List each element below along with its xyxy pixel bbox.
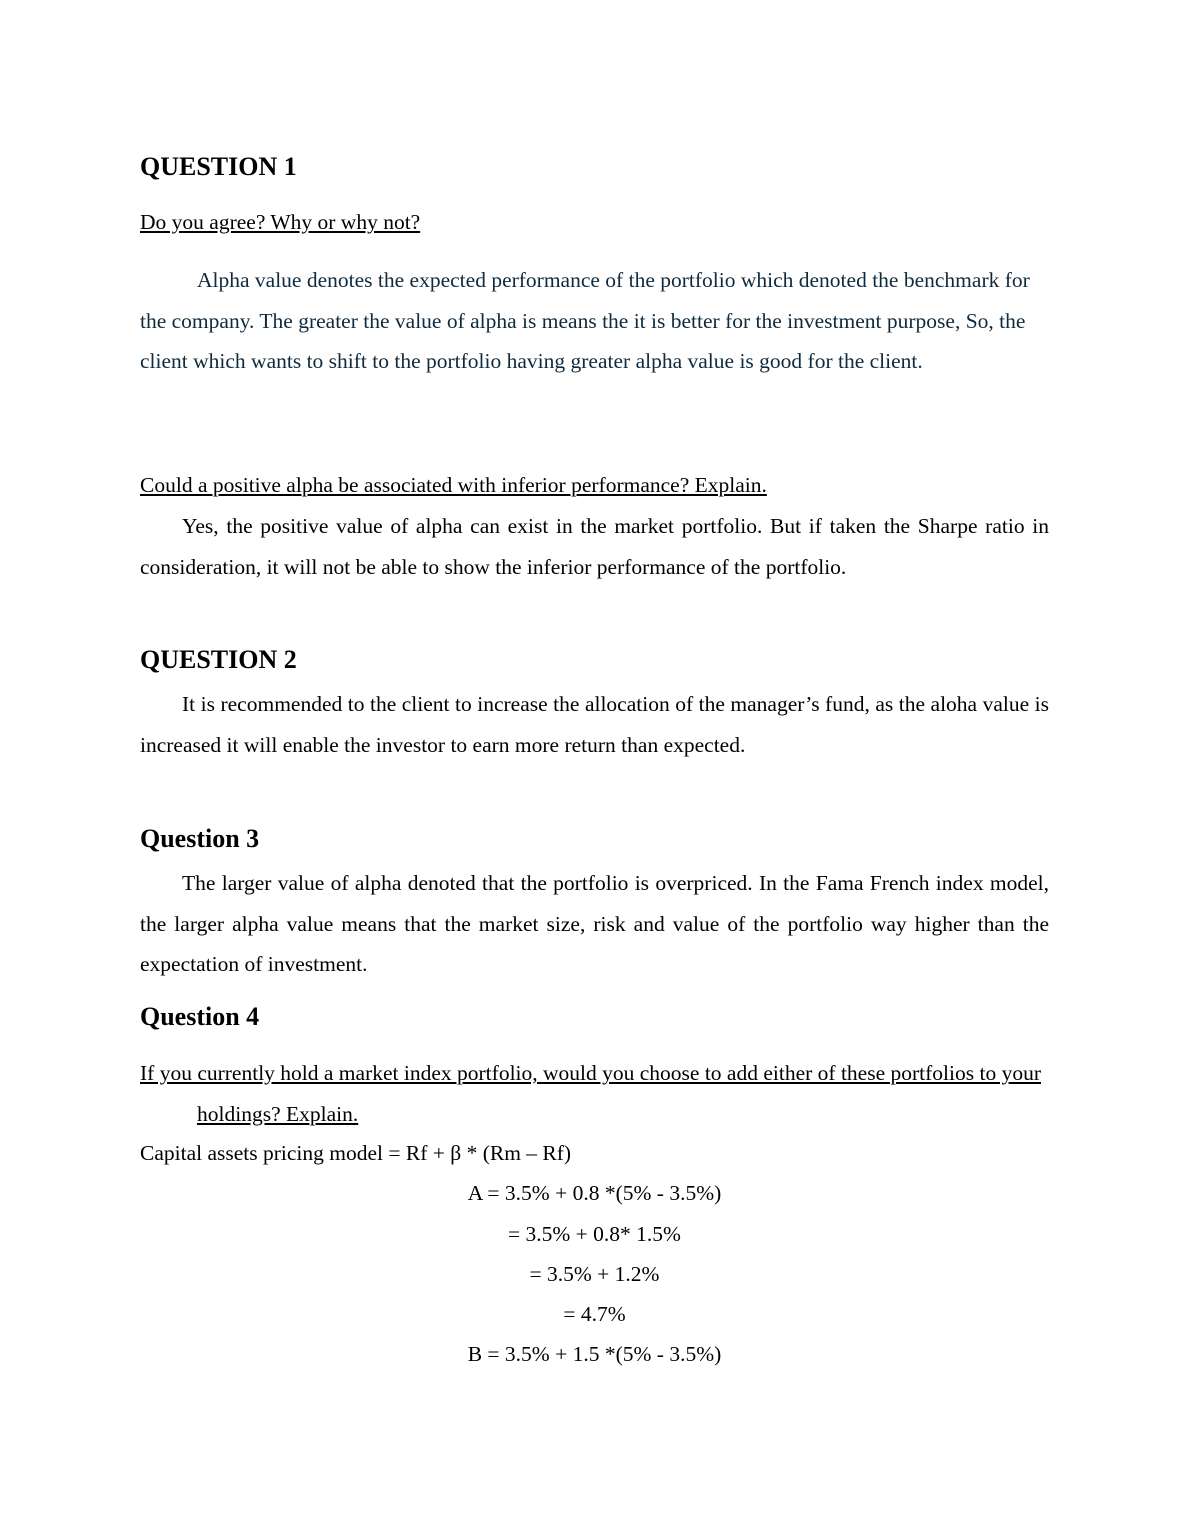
question-1-answer-1: Alpha value denotes the expected performance of the portfolio which denoted the benchmark for the company. The greater the value of alpha is means the it is better for the investment purpose, So, the client which wants to shift to the portfolio having greater alpha value is good for the client. [140,268,1030,373]
question-1-heading: QUESTION 1 [140,152,297,181]
question-2-heading: QUESTION 2 [140,645,297,674]
question-3-answer: The larger value of alpha denoted that the portfolio is overpriced. In the Fama French index model, the larger alpha value means that the market size, risk and value of the portfolio way higher than the expectation of investment. [140,871,1049,976]
question-4-subquestion: If you currently hold a market index portfolio, would you choose to add either of these portfolios to your holdings? Explain. [140,1061,1041,1126]
capm-formula: Capital assets pricing model = Rf + β * (Rm – Rf) [140,1141,572,1165]
calc-line: A = 3.5% + 0.8 *(5% - 3.5%) [467,1181,722,1205]
question-1-subquestion-1: Do you agree? Why or why not? [140,210,421,234]
calc-line: = 3.5% + 1.2% [529,1262,660,1286]
calc-line: = 4.7% [563,1302,626,1326]
question-1-answer-2: Yes, the positive value of alpha can exist in the market portfolio. But if taken the Sharpe ratio in consideration, it will not be able to show the inferior performance of the portfolio. [140,514,1049,579]
question-1-subquestion-2: Could a positive alpha be associated with inferior performance? Explain. [140,473,767,497]
calc-line: B = 3.5% + 1.5 *(5% - 3.5%) [467,1342,722,1366]
question-4-heading: Question 4 [140,1002,260,1031]
question-2-answer: It is recommended to the client to increase the allocation of the manager’s fund, as the aloha value is increased it will enable the investor to earn more return than expected. [140,692,1049,757]
question-3-heading: Question 3 [140,824,260,853]
calc-line: = 3.5% + 0.8* 1.5% [508,1222,681,1246]
